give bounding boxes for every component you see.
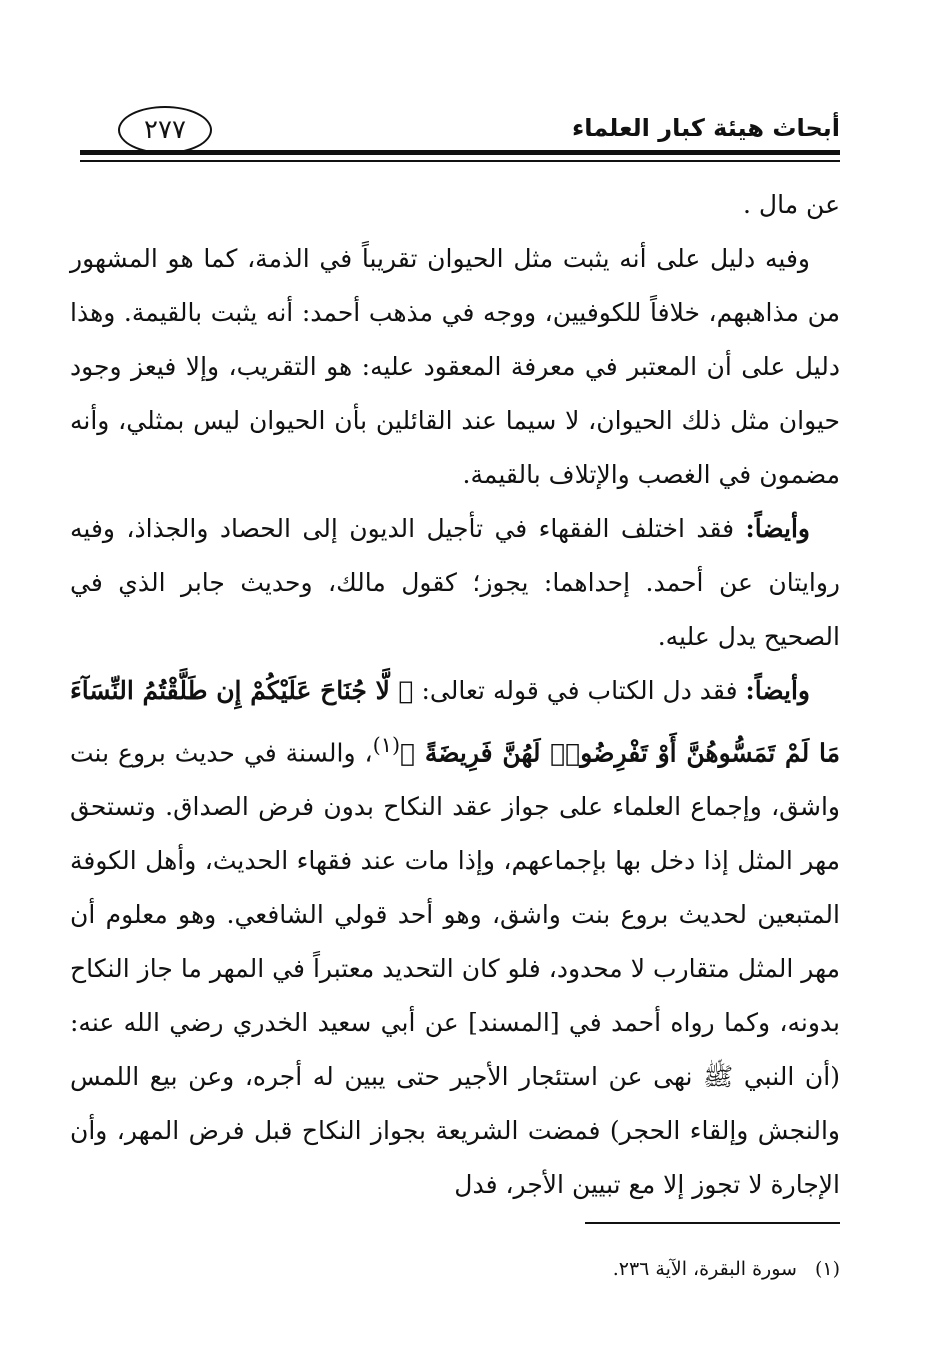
footnote xyxy=(613,1258,840,1280)
book-page xyxy=(70,0,840,1363)
paragraph-text: فقد دل الكتاب في قوله تعالى: xyxy=(413,676,746,705)
header-rule-thick xyxy=(80,150,840,155)
footnote-number: (١) xyxy=(814,1258,840,1280)
quran-verse: ﴿ لَّا جُنَاحَ عَلَيْكُمْ إِن طَلَّقْتُمُ النِّسَآءَ مَا لَمْ تَمَسُّوهُنَّ أَوْ تَفْرِضُوا۟ لَهُنَّ فَرِيضَةً ﴾ xyxy=(70,676,840,768)
paragraph-text: ، والسنة في حديث بروع بنت واشق، وإجماع العلماء على جواز عقد النكاح بدون فرض الصداق. وتستحق مهر المثل إذا دخل بها بإجماعهم، وإذا مات عند فقهاء الحديث، وأهل الكوفة المتبعين لحديث بروع بنت واشق، وهو أحد قولي الشافعي. وهو معلوم أن مهر المثل متقارب لا محدود، فلو كان التحديد معتبراً في المهر ما جاز النكاح بدونه، وكما رواه أحمد في [المسند] عن أبي سعيد الخدري رضي الله عنه: (أن النبي ﷺ نهى عن استئجار الأجير حتى يبين له أجره، وعن بيع اللمس والنجش وإلقاء الحجر) فمضت الشريعة بجواز النكاح قبل فرض المهر، وأن الإجارة لا تجوز إلا مع تبيين الأجر، فدل xyxy=(70,738,840,1200)
footnote-text: سورة البقرة، الآية ٢٣٦. xyxy=(612,1258,797,1280)
paragraph-3 xyxy=(70,664,840,1212)
paragraph-2 xyxy=(70,502,840,664)
paragraph-text: فقد اختلف الفقهاء في تأجيل الديون إلى الحصاد والجذاذ، وفيه روايتان عن أحمد. إحداهما: يجوز؛ كقول مالك، وحديث جابر الذي في الصحيح يدل عليه. xyxy=(70,514,840,651)
page-number: ٢٧٧ xyxy=(118,106,212,154)
main-text xyxy=(70,178,840,1212)
paragraph-lead: وأيضاً: xyxy=(745,676,810,705)
paragraph-1: وفيه دليل على أنه يثبت مثل الحيوان تقريباً في الذمة، كما هو المشهور من مذاهبهم، خلافاً للكوفيين، ووجه في مذهب أحمد: أنه يثبت بالقيمة. وهذا دليل على أن المعتبر في معرفة المعقود عليه: هو التقريب، وإلا فيعز وجود حيوان مثل ذلك الحيوان، لا سيما عند القائلين بأن الحيوان ليس بمثلي، وأنه مضمون في الغصب والإتلاف بالقيمة. xyxy=(70,244,840,489)
footnote-rule xyxy=(585,1222,840,1224)
paragraph-lead: وأيضاً: xyxy=(745,514,810,543)
header-rule-thin xyxy=(80,160,840,162)
paragraph-continuation: عن مال . xyxy=(743,190,840,219)
footnote-reference: (١) xyxy=(372,733,401,757)
running-title: أبحاث هيئة كبار العلماء xyxy=(571,114,840,142)
